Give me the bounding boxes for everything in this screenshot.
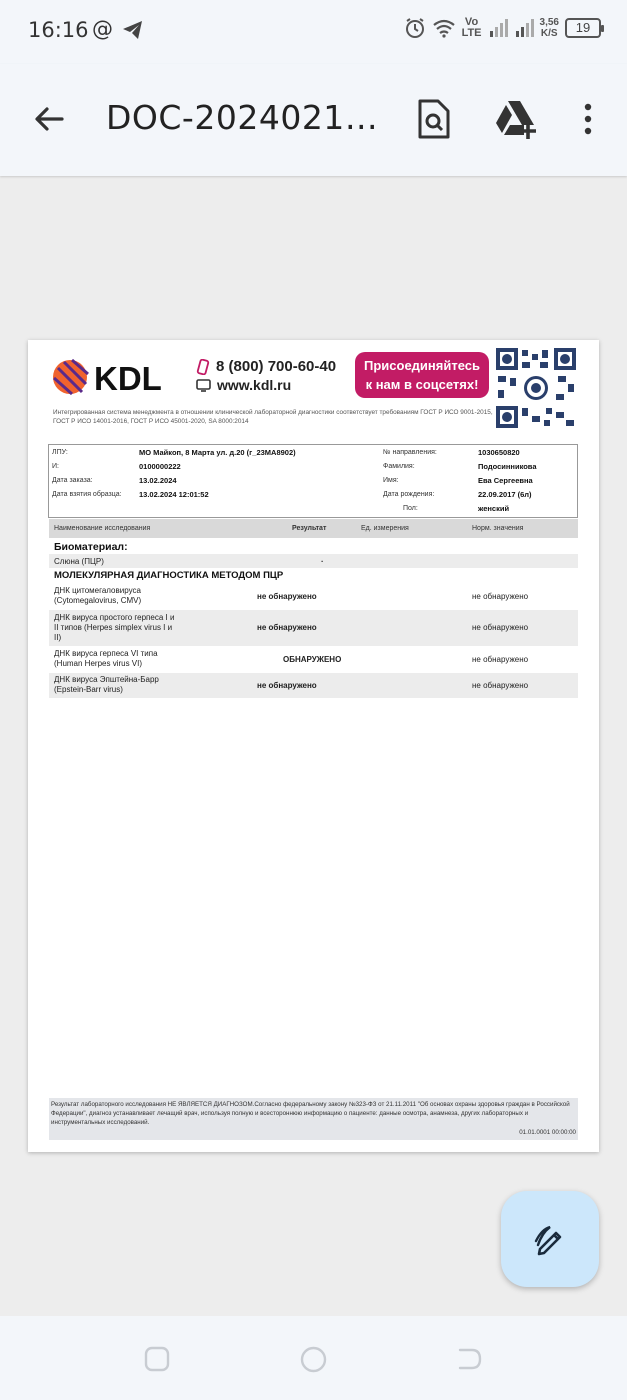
- row-name-line-1: ДНК вируса Эпштейна-Барр: [54, 675, 159, 684]
- surname-value: Подосинникова: [478, 462, 537, 471]
- id-value: 0100000222: [139, 462, 181, 471]
- row-name-line-3: II): [54, 633, 62, 642]
- row-result: не обнаружено: [257, 623, 317, 632]
- document-page[interactable]: [28, 340, 599, 1152]
- network-label-bottom: LTE: [461, 27, 482, 39]
- row-name: [54, 675, 159, 695]
- header-unit: Ед. измерения: [361, 525, 409, 532]
- biomaterial-value: Слюна (ПЦР): [54, 557, 104, 566]
- table-row: [49, 584, 578, 609]
- kdl-logo-icon: [52, 358, 192, 398]
- phone-line: [196, 358, 336, 375]
- document-title: DOC-2024021…: [106, 98, 379, 137]
- app-bar: [0, 64, 627, 176]
- disclaimer-footer: [49, 1098, 578, 1140]
- edit-pen-icon: [532, 1221, 568, 1257]
- order-date-label: Дата заказа:: [52, 477, 93, 484]
- birth-value: 22.09.2017 (6л): [478, 490, 532, 499]
- name-label: Имя:: [383, 477, 399, 484]
- battery-icon: 19: [565, 18, 601, 38]
- promo-line-2: к нам в соцсетях!: [365, 377, 479, 392]
- sample-date-label: Дата взятия образца:: [52, 491, 122, 498]
- row-norm: не обнаружено: [472, 655, 529, 664]
- row-name-line-1: ДНК вируса простого герпеса I и: [54, 613, 175, 622]
- recents-icon[interactable]: [144, 1346, 170, 1372]
- website-url: www.kdl.ru: [217, 377, 292, 393]
- row-name-line-1: ДНК вируса герпеса VI типа: [54, 649, 158, 658]
- row-name: [54, 613, 174, 643]
- net-speed: [540, 17, 559, 39]
- back-icon[interactable]: [456, 1346, 484, 1372]
- back-arrow-icon[interactable]: [28, 98, 70, 140]
- network-type-label: [462, 17, 482, 39]
- phone-number: 8 (800) 700-60-40: [216, 358, 337, 375]
- referral-value: 1030650820: [478, 448, 520, 457]
- net-speed-value: 3,56: [539, 17, 559, 28]
- row-norm: не обнаружено: [472, 681, 529, 690]
- promo-line-1: Присоединяйтесь: [364, 358, 480, 373]
- results-table-header: [49, 519, 578, 538]
- table-row: [49, 610, 578, 646]
- row-name-line-1: ДНК цитомегаловируса: [54, 586, 141, 595]
- wifi-icon: [432, 18, 456, 38]
- sex-label: Пол:: [403, 505, 418, 512]
- lpu-label: ЛПУ:: [52, 449, 68, 456]
- row-result-detected: ОБНАРУЖЕНО: [283, 655, 342, 664]
- edit-fab-button[interactable]: [501, 1191, 599, 1287]
- row-name: [54, 649, 158, 669]
- document-search-icon[interactable]: [414, 97, 454, 141]
- kdl-logo: [52, 358, 192, 403]
- patient-info-box: [48, 444, 578, 518]
- table-row: [49, 673, 578, 698]
- birth-label: Дата рождения:: [383, 491, 435, 498]
- header-name: Наименование исследования: [54, 525, 151, 532]
- telegram-icon: [122, 20, 144, 40]
- referral-label: № направления:: [383, 449, 437, 456]
- footer-code: 01.01.0001 00:00:00: [519, 1129, 576, 1136]
- row-norm: не обнаружено: [472, 592, 529, 601]
- row-norm: не обнаружено: [472, 623, 529, 632]
- row-name-line-2: (Human Herpes virus VI): [54, 659, 143, 668]
- signal-icon-2: [514, 18, 534, 38]
- row-name-line-2: (Epstein-Barr virus): [54, 685, 123, 694]
- signal-icon: [488, 18, 508, 38]
- biomaterial-row: [49, 554, 578, 568]
- header-norm: Норм. значения: [472, 525, 524, 532]
- network-label-top: Vo: [464, 16, 479, 28]
- system-nav-bar: [0, 1316, 627, 1400]
- monitor-icon: [196, 379, 211, 392]
- order-date-value: 13.02.2024: [139, 476, 177, 485]
- disclaimer-text: Результат лабораторного исследования НЕ ЯВЛЯЕТСЯ ДИАГНОЗОМ.Согласно федеральному закону №323-ФЗ от 21.11.2011 "Об основах охраны здоровья граждан в Российской Федерации", диагноз устанавливает лечащий врач, используя полную и всестороннюю информацию о пациенте: данные осмотра, анамнеза, других лабораторных и инструментальных исследований.: [51, 1101, 570, 1126]
- row-name: [54, 586, 141, 606]
- name-value: Ева Сергеевна: [478, 476, 533, 485]
- row-result: не обнаружено: [257, 681, 317, 690]
- drive-add-icon[interactable]: [494, 97, 538, 141]
- biomaterial-result: .: [321, 555, 324, 564]
- sex-value: женский: [478, 504, 510, 513]
- kdl-logo-text: KDL: [94, 360, 162, 397]
- id-label: И:: [52, 463, 59, 470]
- alarm-icon: [404, 17, 426, 39]
- row-name-line-2: (Cytomegalovirus, CMV): [54, 596, 142, 605]
- qr-code-icon: [496, 348, 576, 428]
- certification-text: Интегрированная система менеджмента в отношении клинической лабораторной диагностики соответствует требованиям ГОСТ Р ИСО 9001-2015, ГОСТ Р ИСО 14001-2016, ГОСТ Р ИСО 45001-2020, SA 8000:2014: [53, 409, 493, 425]
- status-time: 16:16: [28, 18, 89, 42]
- phone-icon: [196, 359, 210, 375]
- website-line: [196, 377, 291, 393]
- sample-date-value: 13.02.2024 12:01:52: [139, 490, 209, 499]
- net-speed-unit: K/S: [540, 28, 558, 39]
- row-result: не обнаружено: [257, 592, 317, 601]
- lpu-value: МО Майкоп, 8 Марта ул. д.20 (г_23MA8902): [139, 448, 296, 457]
- home-icon[interactable]: [300, 1346, 327, 1373]
- section-title: МОЛЕКУЛЯРНАЯ ДИАГНОСТИКА МЕТОДОМ ПЦР: [54, 570, 284, 581]
- more-vert-icon[interactable]: [576, 97, 600, 141]
- at-icon: @: [92, 17, 113, 41]
- biomaterial-title: Биоматериал:: [54, 541, 128, 553]
- header-result: Результат: [292, 525, 327, 532]
- row-name-line-2: II типов (Herpes simplex virus I и: [54, 623, 173, 632]
- social-promo-banner: [355, 352, 489, 398]
- status-bar: [0, 0, 627, 64]
- surname-label: Фамилия:: [383, 463, 415, 470]
- table-row: [49, 647, 578, 672]
